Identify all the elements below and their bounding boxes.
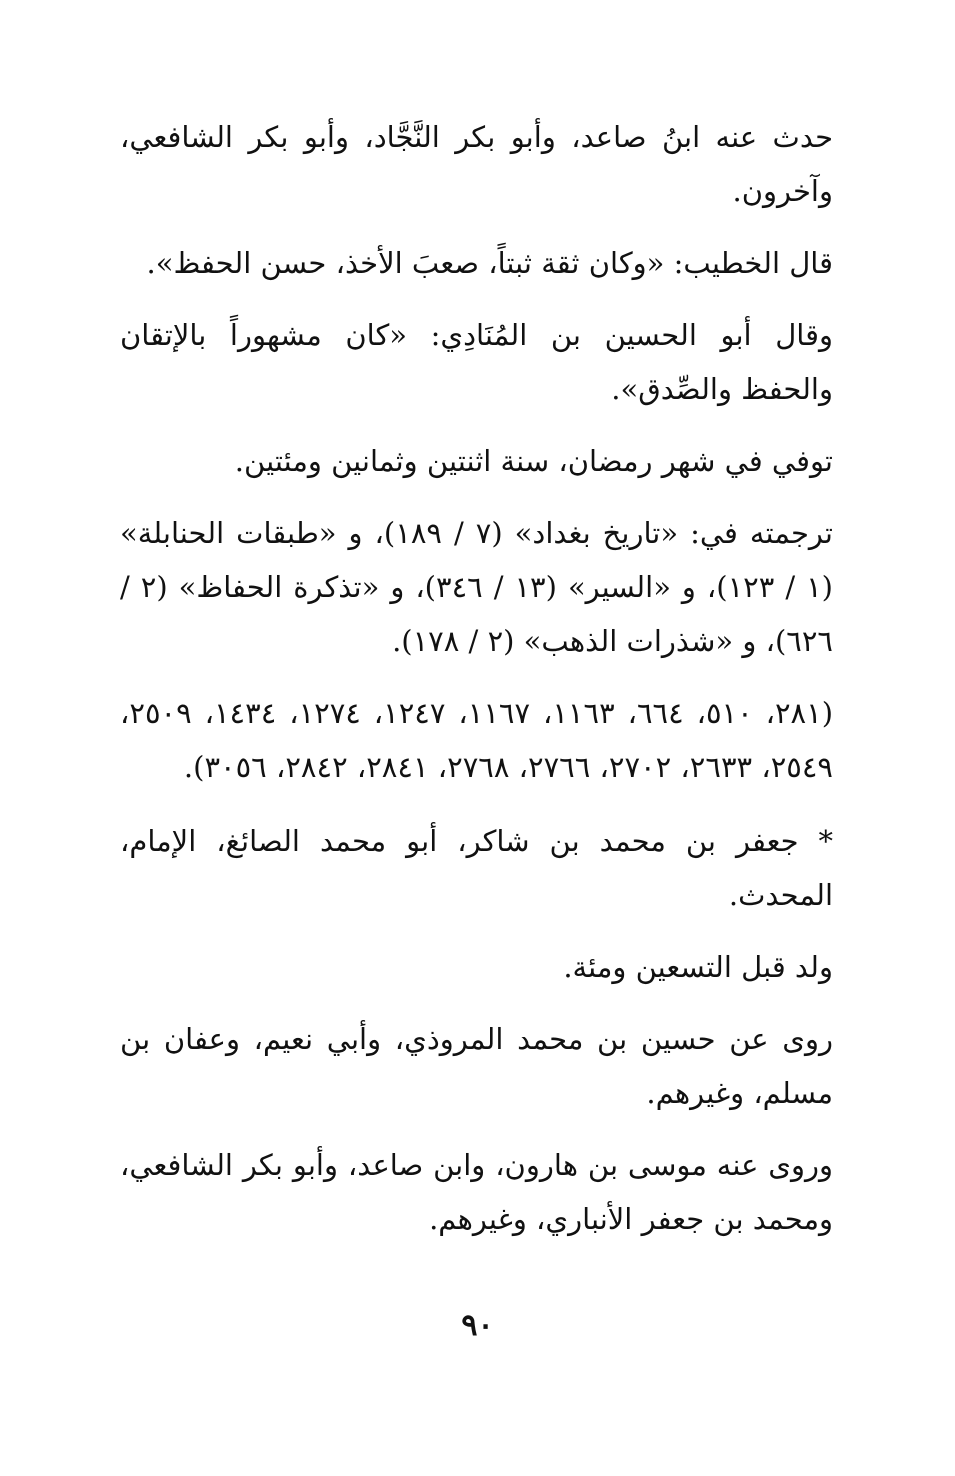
paragraph-biography-sources: ترجمته في: «تاريخ بغداد» (٧ / ١٨٩)، و «طبقات الحنابلة» (١ / ١٢٣)، و «السير» (١٣ / ٣٤٦)، و «تذكرة الحفاظ» (٢ / ٦٢٦)، و «شذرات الذهب» (٢ / ١٧٨). bbox=[120, 516, 833, 658]
page-number: ٩٠ bbox=[461, 1308, 494, 1343]
paragraph-birth: ولد قبل التسعين ومئة. bbox=[563, 950, 833, 984]
paragraph-death-date: توفي في شهر رمضان، سنة اثنتين وثمانين ومئتين. bbox=[234, 444, 833, 478]
paragraph-reference-numbers: (٢٨١، ٥١٠، ٦٦٤، ١١٦٣، ١١٦٧، ١٢٤٧، ١٢٧٤، ١٤٣٤، ٢٥٠٩، ٢٥٤٩، ٢٦٣٣، ٢٧٠٢، ٢٧٦٦، ٢٧٦٨، ٢٨٤١، ٢٨٤٢، ٣٠٥٦). bbox=[120, 696, 834, 784]
paragraph-entry-heading: * جعفر بن محمد بن شاكر، أبو محمد الصائغ، الإمام، المحدث. bbox=[120, 824, 833, 912]
body-text bbox=[120, 110, 833, 1246]
paragraph-narrated-from: روى عن حسين بن محمد المروذي، وأبي نعيم، وعفان بن مسلم، وغيرهم. bbox=[120, 1022, 833, 1110]
paragraph-narrators: حدث عنه ابنُ صاعد، وأبو بكر النَّجَّاد، وأبو بكر الشافعي، وآخرون. bbox=[120, 120, 833, 208]
paragraph-munadi-quote: وقال أبو الحسين بن المُنَادِي: «كان مشهوراً بالإتقان والحفظ والصِّدق». bbox=[120, 318, 833, 406]
paragraph-narrated-by: وروى عنه موسى بن هارون، وابن صاعد، وأبو بكر الشافعي، ومحمد بن جعفر الأنباري، وغيرهم. bbox=[120, 1148, 833, 1236]
paragraph-khatib-quote: قال الخطيب: «وكان ثقة ثبتاً، صعبَ الأخذ، حسن الحفظ». bbox=[146, 246, 833, 280]
